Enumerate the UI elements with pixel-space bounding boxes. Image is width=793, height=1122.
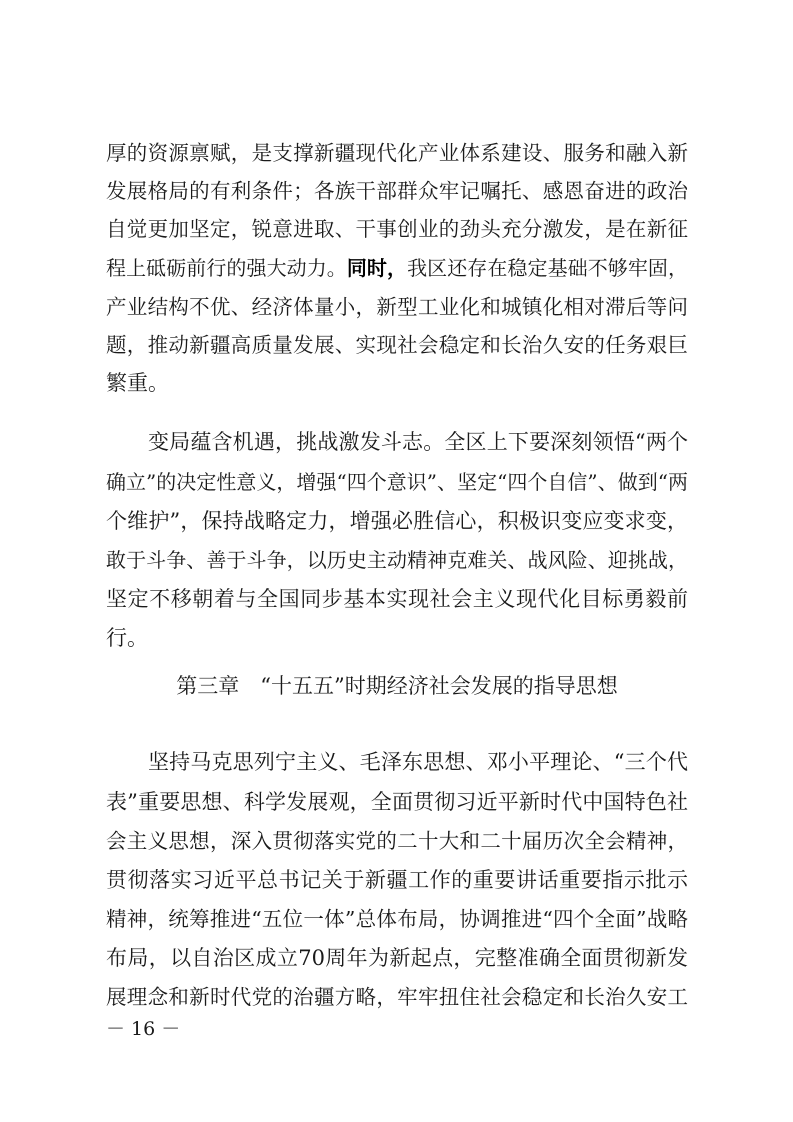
paragraph-3-line-5: 精神，统筹推进“五位一体”总体布局，协调推进“四个全面”战略	[106, 907, 688, 931]
paragraph-1-line-6: 题，推动新疆高质量发展、实现社会稳定和长治久安的任务艰巨	[106, 333, 688, 357]
paragraph-1-line-5: 产业结构不优、经济体量小，新型工业化和城镇化相对滞后等问	[106, 295, 688, 319]
paragraph-3-line-6: 布局，以自治区成立70周年为新起点，完整准确全面贯彻新发	[106, 946, 688, 970]
paragraph-2-line-2: 确立”的决定性意义，增强“四个意识”、坚定“四个自信”、做到“两	[106, 470, 688, 494]
paragraph-1-line-7: 繁重。	[106, 371, 169, 395]
emphasis-same-time: 同时，	[346, 256, 408, 280]
paragraph-2-line-6: 行。	[106, 626, 148, 650]
paragraph-1-line-4	[106, 248, 688, 288]
paragraph-2-line-5: 坚定不移朝着与全国同步基本实现社会主义现代化目标勇毅前	[106, 587, 688, 611]
paragraph-2-line-4: 敢于斗争、善于斗争，以历史主动精神克难关、战风险、迎挑战，	[106, 548, 688, 572]
paragraph-3-line-2: 表”重要思想、科学发展观，全面贯彻习近平新时代中国特色社	[106, 790, 688, 814]
paragraph-1-line-3: 自觉更加坚定，锐意进取、干事创业的劲头充分激发，是在新征	[106, 217, 688, 241]
paragraph-1-line-2: 发展格局的有利条件；各族干部群众牢记嘱托、感恩奋进的政治	[106, 179, 688, 203]
paragraph-1-line-4-start: 程上砥砺前行的强大动力。	[106, 256, 347, 280]
chapter-heading: 第三章 “十五五”时期经济社会发展的指导思想	[176, 674, 618, 698]
paragraph-3-line-3: 会主义思想，深入贯彻落实党的二十大和二十届历次全会精神，	[106, 829, 688, 853]
paragraph-1-line-1: 厚的资源禀赋，是支撑新疆现代化产业体系建设、服务和融入新	[106, 141, 688, 165]
paragraph-1-line-4-end: 我区还存在稳定基础不够牢固，	[407, 256, 689, 280]
paragraph-3-line-7: 展理念和新时代党的治疆方略，牢牢扭住社会稳定和长治久安工	[106, 985, 688, 1009]
paragraph-2-line-1: 变局蕴含机遇，挑战激发斗志。全区上下要深刻领悟“两个	[148, 430, 688, 454]
paragraph-2-line-3: 个维护”，保持战略定力，增强必胜信心，积极识变应变求变，	[106, 509, 688, 533]
paragraph-3-line-4: 贯彻落实习近平总书记关于新疆工作的重要讲话重要指示批示	[106, 868, 688, 892]
page-number: － 16 －	[106, 1018, 181, 1040]
paragraph-3-line-1: 坚持马克思列宁主义、毛泽东思想、邓小平理论、“三个代	[148, 750, 688, 774]
